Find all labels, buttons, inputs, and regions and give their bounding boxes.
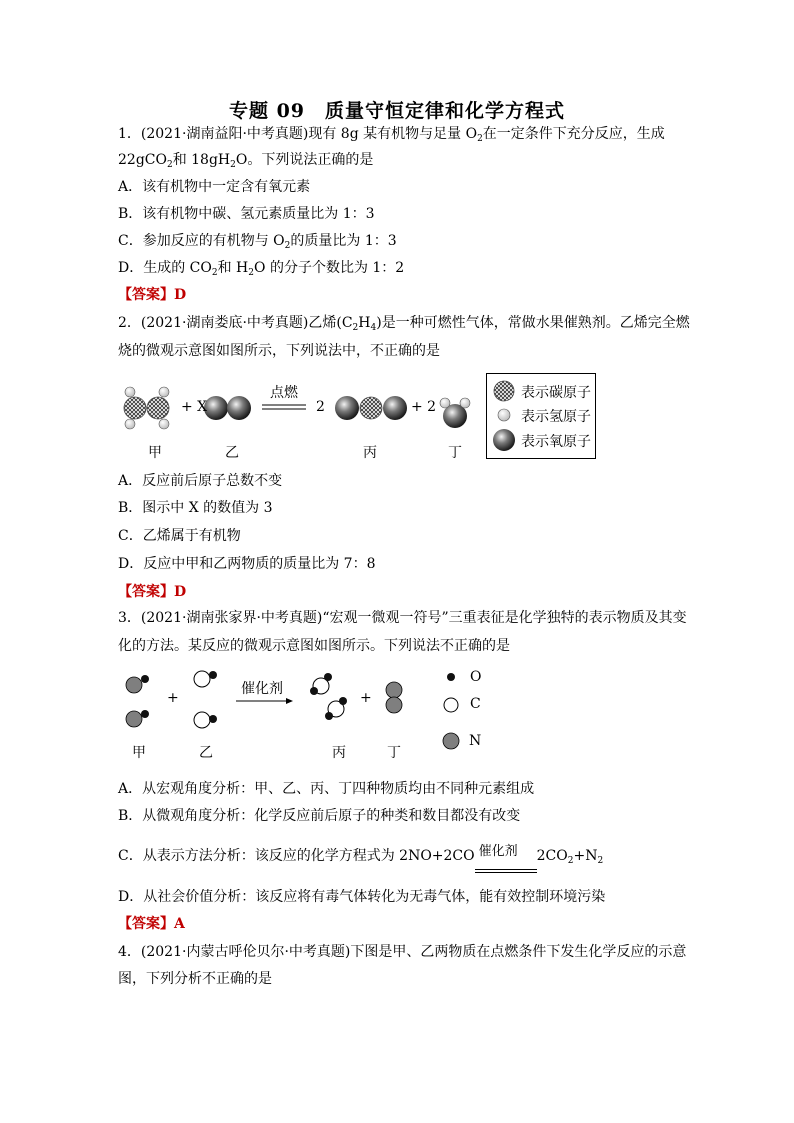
ethylene-molecule xyxy=(124,387,169,429)
q4-line1: 4．(2021·内蒙古呼伦贝尔·中考真题)下图是甲、乙两物质在点燃条件下发生化学反应的示意 xyxy=(118,944,687,960)
q2-legend xyxy=(486,373,596,459)
legend-c: C xyxy=(470,696,481,712)
co-molecules xyxy=(194,671,217,728)
q2-reaction-diagram xyxy=(118,370,608,466)
water-molecule xyxy=(440,398,470,428)
q3-legend-atoms xyxy=(443,673,459,749)
q1-option-a: A．该有机物中一定含有氧元素 xyxy=(118,179,311,195)
q1-line1: 1．(2021·湖南益阳·中考真题)现有 8g 某有机物与足量 $O_2$在一定条件下充分反应，生成 xyxy=(118,126,665,144)
page-title: 专题 09 质量守恒定律和化学方程式 xyxy=(228,100,566,122)
q4-line2: 图，下列分析不正确的是 xyxy=(118,971,272,987)
q1-line2: 22gCO$_2$和 $18gH_2O$。下列说法正确的是 xyxy=(118,152,374,170)
q3-reaction-diagram xyxy=(118,664,498,764)
legend-hydrogen: 表示氢原子 xyxy=(521,409,591,425)
q1-option-d: D．生成的 $CO_2$和 $H_2O$ 的分子个数比为 1：2 xyxy=(118,260,405,278)
q3-option-c: C．从表示方法分析：该反应的化学方程式为 2NO+2CO 催化剂 $2CO_2+N_2$ xyxy=(118,846,603,866)
q2-option-a: A．反应前后原子总数不变 xyxy=(118,473,283,489)
q3-molecule-svg xyxy=(118,664,498,764)
legend-n: N xyxy=(469,733,482,749)
q3-plus-1: + xyxy=(167,690,179,706)
no-molecules xyxy=(126,675,149,727)
catalyst-label: 催化剂 xyxy=(241,681,283,697)
q1-option-b: B．该有机物中碳、氢元素质量比为 1：3 xyxy=(118,206,375,222)
q2-option-d: D．反应中甲和乙两物质的质量比为 7：8 xyxy=(118,556,376,572)
q3-answer: 【答案】A xyxy=(118,916,185,932)
label-yi: 乙 xyxy=(225,445,239,461)
legend-oxygen: 表示氧原子 xyxy=(521,434,591,450)
q3-option-a: A．从宏观角度分析：甲、乙、丙、丁四种物质均由不同种元素组成 xyxy=(118,781,535,797)
label-jia: 甲 xyxy=(148,445,162,461)
q3-line2: 化的方法。某反应的微观示意图如图所示。下列说法不正确的是 xyxy=(118,638,510,654)
q3-option-b: B．从微观角度分析：化学反应前后原子的种类和数目都没有改变 xyxy=(118,808,521,824)
q1-option-c: C．参加反应的有机物与 $O_2$的质量比为 1：3 xyxy=(118,233,397,251)
condition-label: 点燃 xyxy=(270,385,298,401)
legend-atoms xyxy=(491,374,521,458)
n2-molecule xyxy=(386,682,402,713)
legend-carbon: 表示碳原子 xyxy=(521,385,591,401)
q2-answer: 【答案】D xyxy=(118,584,187,600)
label-jia: 甲 xyxy=(132,745,146,761)
q3-option-d: D．从社会价值分析：该反应将有毒气体转化为无毒气体，能有效控制环境污染 xyxy=(118,889,606,905)
label-bing: 丙 xyxy=(332,745,346,761)
q2-line2: 烧的微观示意图如图所示，下列说法中，不正确的是 xyxy=(118,343,440,359)
q2-molecule-svg xyxy=(118,370,488,466)
label-ding: 丁 xyxy=(387,745,401,761)
coefficient-2: 2 xyxy=(316,399,325,415)
q2-option-c: C．乙烯属于有机物 xyxy=(118,528,241,544)
label-yi: 乙 xyxy=(199,745,213,761)
q2-line1: 2．(2021·湖南娄底·中考真题)乙烯$(C_2H_4)$是一种可燃性气体，常做水果催熟剂。乙烯完全燃 xyxy=(118,315,690,333)
plus-x-label: + X xyxy=(181,399,208,415)
label-ding: 丁 xyxy=(448,445,462,461)
legend-o: O xyxy=(470,669,482,685)
label-bing: 丙 xyxy=(363,445,377,461)
oxygen-molecule xyxy=(204,396,251,420)
plus-2-label: + 2 xyxy=(411,399,437,415)
q1-answer: 【答案】D xyxy=(118,287,187,303)
q3-plus-2: + xyxy=(360,690,372,706)
q3-line1: 3．(2021·湖南张家界·中考真题)“宏观一微观一符号”三重表征是化学独特的表示物质及其变 xyxy=(118,610,687,626)
q2-option-b: B．图示中 X 的数值为 3 xyxy=(118,500,273,516)
carbon-dioxide-molecule xyxy=(335,396,407,420)
co2-molecules xyxy=(310,673,347,720)
